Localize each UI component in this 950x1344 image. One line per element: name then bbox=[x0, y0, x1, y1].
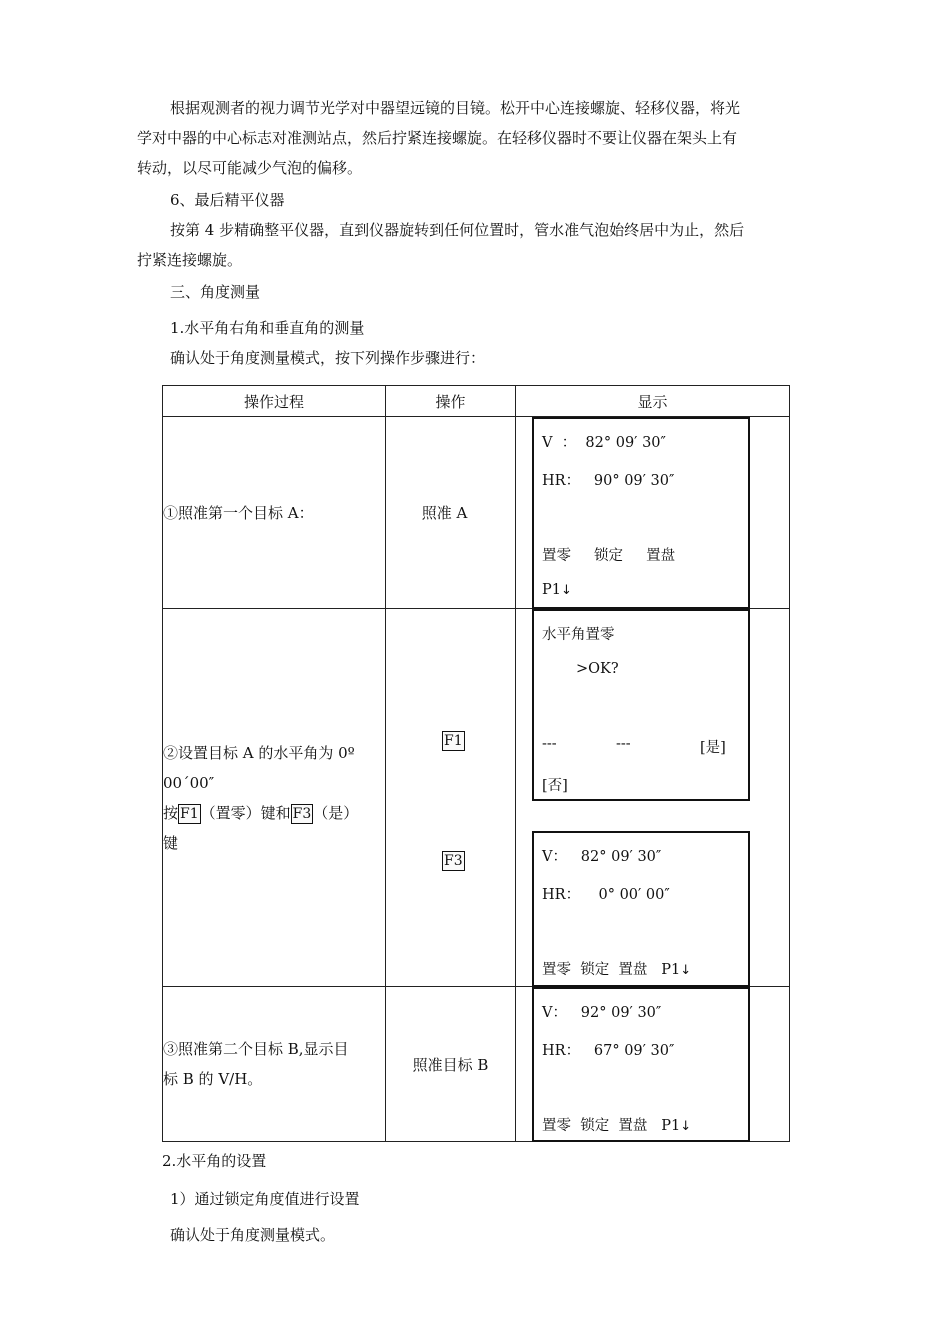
lcd2a-confirm: >OK? bbox=[576, 661, 619, 677]
row3-process-l2: 标 B 的 V/H。 bbox=[163, 1070, 263, 1088]
row1-display bbox=[516, 417, 790, 609]
para2-line2: 拧紧连接螺旋。 bbox=[137, 251, 243, 269]
lcd1-v-line: V ： 82° 09′ 30″ bbox=[542, 435, 666, 451]
lcd2a-key2: --- bbox=[616, 736, 631, 752]
lcd-screen-3 bbox=[532, 987, 750, 1142]
arrow-down-icon: ↓ bbox=[680, 1119, 692, 1134]
sub-heading-lock: 1）通过锁定角度值进行设置 bbox=[170, 1190, 360, 1208]
operations-table bbox=[162, 385, 790, 1142]
lcd-screen-1 bbox=[532, 417, 750, 609]
lcd1-softkeys: 置零 锁定 置盘 bbox=[542, 548, 676, 564]
lcd3-softkeys bbox=[542, 1114, 691, 1135]
f3-key: F3 bbox=[292, 805, 312, 822]
table-row bbox=[163, 987, 790, 1142]
lcd2b-softkeys-text: 置零 锁定 置盘 P1 bbox=[542, 962, 681, 978]
header-process: 操作过程 bbox=[163, 386, 386, 417]
table-row bbox=[163, 417, 790, 609]
heading-step6: 6、最后精平仪器 bbox=[170, 191, 285, 209]
lcd2b-v-line: V： 82° 09′ 30″ bbox=[542, 849, 662, 865]
row2-process-l4: 键 bbox=[163, 833, 179, 852]
lcd3-v-line: V： 92° 09′ 30″ bbox=[542, 1005, 662, 1021]
lcd2a-title: 水平角置零 bbox=[542, 627, 615, 643]
op-f3-key: F3 bbox=[444, 853, 463, 869]
row2-zero-key-text: （置零）键和 bbox=[200, 803, 291, 822]
lcd2a-no: [否] bbox=[542, 778, 568, 794]
row1-op-text: 照准 A bbox=[421, 504, 468, 522]
heading-angle-measurement: 三、角度测量 bbox=[170, 283, 261, 301]
row2-display bbox=[516, 609, 790, 987]
header-display: 显示 bbox=[516, 386, 790, 417]
row3-display bbox=[516, 987, 790, 1142]
heading-horizontal-vertical: 1.水平角右角和垂直角的测量 bbox=[170, 319, 365, 337]
row2-process-l1: ②设置目标 A 的水平角为 0º bbox=[163, 743, 355, 762]
arrow-down-icon: ↓ bbox=[560, 583, 572, 598]
para1-line2: 学对中器的中心标志对准测站点，然后拧紧连接螺旋。在轻移仪器时不要让仪器在架头上有 bbox=[137, 129, 738, 147]
intro-text: 确认处于角度测量模式，按下列操作步骤进行： bbox=[170, 349, 486, 367]
arrow-down-icon: ↓ bbox=[680, 963, 692, 978]
table-header-row bbox=[163, 386, 790, 417]
row3-operation bbox=[386, 987, 516, 1142]
para1-line1: 根据观测者的视力调节光学对中器望远镜的目镜。松开中心连接螺旋、轻移仪器，将光 bbox=[170, 99, 741, 117]
f1-key: F1 bbox=[180, 805, 199, 822]
lcd1-page-label: P1 bbox=[542, 582, 561, 598]
row2-process-l2: 00´00″ bbox=[163, 773, 215, 792]
para2-line1: 按第 4 步精确整平仪器，直到仪器旋转到任何位置时，管水准气泡始终居中为止，然后 bbox=[170, 221, 745, 239]
row2-operation bbox=[386, 609, 516, 987]
lcd3-hr-line: HR： 67° 09′ 30″ bbox=[542, 1043, 675, 1059]
confirm-mode-text: 确认处于角度测量模式。 bbox=[170, 1226, 336, 1244]
header-operation: 操作 bbox=[386, 386, 516, 417]
para1-line3: 转动，以尽可能减少气泡的偏移。 bbox=[137, 159, 363, 177]
row2-yes-text: （是） bbox=[313, 803, 359, 822]
lcd1-page bbox=[542, 582, 572, 598]
lcd-screen-2b bbox=[532, 831, 750, 987]
lcd2b-hr-line: HR： 0° 00′ 00″ bbox=[542, 887, 670, 903]
lcd2b-softkeys bbox=[542, 958, 691, 979]
row1-operation bbox=[386, 417, 516, 609]
lcd1-hr-line: HR： 90° 09′ 30″ bbox=[542, 473, 675, 489]
row3-op-text: 照准目标 B bbox=[412, 1055, 489, 1074]
row3-process bbox=[163, 987, 386, 1142]
table-row bbox=[163, 609, 790, 987]
lcd2a-yes: [是] bbox=[700, 740, 726, 756]
row2-process-l3 bbox=[163, 798, 385, 828]
op-f1-key: F1 bbox=[444, 733, 463, 749]
row2-process bbox=[163, 609, 386, 987]
heading-horizontal-setting: 2.水平角的设置 bbox=[162, 1152, 267, 1170]
row1-process: ①照准第一个目标 A： bbox=[163, 417, 386, 609]
lcd3-softkeys-text: 置零 锁定 置盘 P1 bbox=[542, 1118, 681, 1134]
row3-process-l1: ③照准第二个目标 B,显示目 bbox=[163, 1040, 349, 1058]
lcd-screen-2a bbox=[532, 609, 750, 801]
lcd2a-key1: --- bbox=[542, 736, 557, 752]
row2-press-text: 按 bbox=[163, 803, 179, 822]
